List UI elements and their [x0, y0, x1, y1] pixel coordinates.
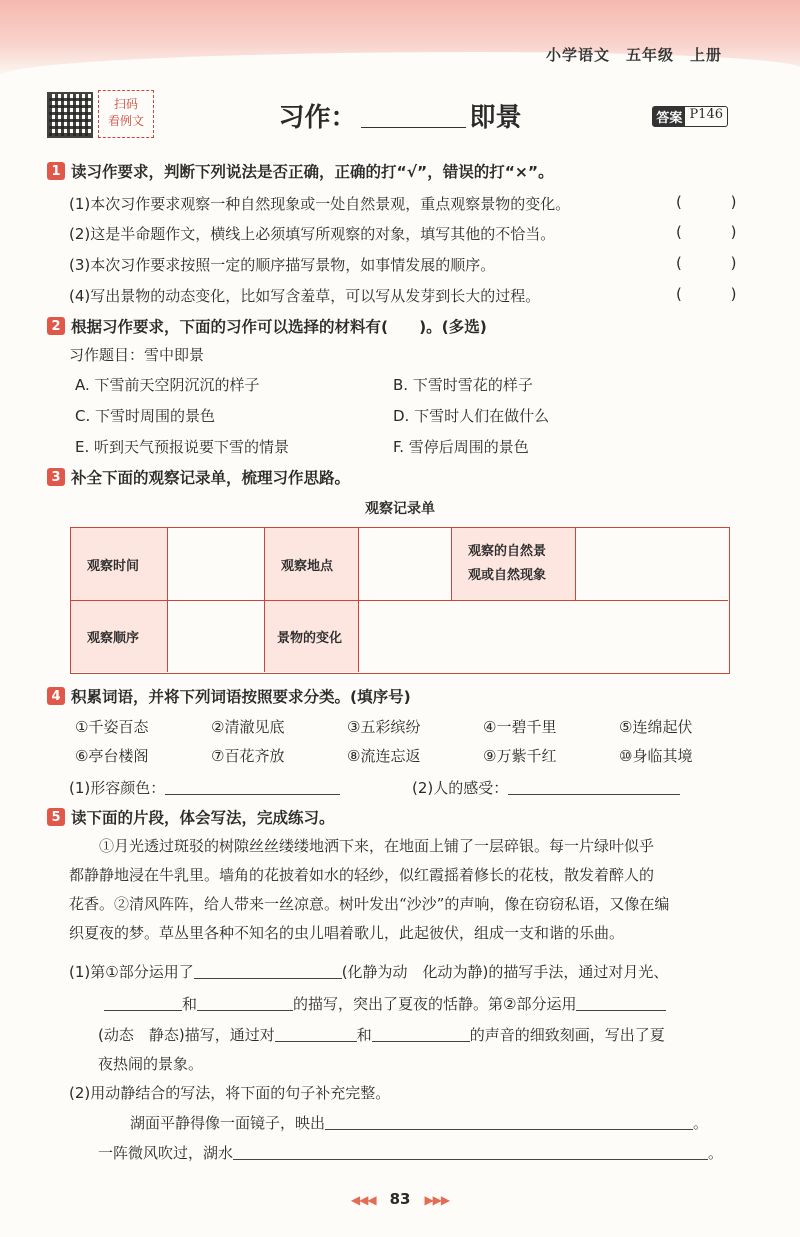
q4-sub2-blank[interactable] [508, 794, 680, 795]
q1-item-2: (2)这是半命题作文，横线上必须填写所观察的对象，填写其他的不恰当。 [69, 225, 556, 243]
page-number-value: 83 [389, 1190, 411, 1208]
running-header [530, 44, 722, 65]
word-9: ⑨万紫千红 [483, 747, 557, 765]
q2-number-badge: 2 [47, 317, 65, 335]
passage-line-3: 花香。②清风阵阵，给人带来一丝凉意。树叶发出“沙沙”的声响，像在窃窃私语，又像在编 [69, 895, 670, 913]
s1-blank-6[interactable] [372, 1041, 470, 1042]
q2-prompt: 根据习作要求，下面的习作可以选择的材料有( )。(多选) [71, 318, 487, 336]
title-blank[interactable] [361, 105, 466, 128]
s1-blank-4[interactable] [576, 1010, 666, 1011]
header-volume: 上册 [689, 46, 722, 64]
page-number [0, 1190, 800, 1208]
answer-badge[interactable] [652, 106, 728, 127]
q5-passage [69, 832, 734, 948]
order-label: 观察顺序 [87, 631, 140, 646]
s2-a: 湖面平静得像一面镜子，映出 [130, 1114, 326, 1132]
s1-f: 和 [356, 1026, 372, 1044]
word-10: ⑩身临其境 [619, 747, 693, 765]
title-suffix: 即景 [469, 103, 522, 133]
q1-item-3: (3)本次习作要求按照一定的顺序描写景物，如事情发展的顺序。 [69, 256, 496, 274]
word-6: ⑥亭台楼阁 [75, 747, 149, 765]
s2-blank-2[interactable] [233, 1159, 708, 1160]
q3-number-badge: 3 [47, 468, 65, 486]
cell-place-label [265, 528, 359, 601]
cell-place-input[interactable] [359, 528, 452, 601]
q3-heading [47, 466, 350, 488]
q2-option-e[interactable]: E. 听到天气预报说要下雪的情景 [75, 438, 290, 456]
observation-table [70, 527, 730, 674]
q4-sub1-label: (1)形容颜色： [69, 779, 166, 797]
word-5: ⑤连绵起伏 [619, 718, 693, 736]
cell-time-label [71, 528, 168, 601]
cell-change-input[interactable] [359, 601, 728, 672]
s1-blank-2[interactable] [104, 1010, 182, 1011]
q5-s1-line3 [98, 1024, 665, 1045]
object-label-2: 观或自然现象 [468, 568, 547, 583]
q5-number-badge: 5 [47, 808, 65, 826]
title-prefix: 习作： [278, 103, 357, 133]
q5-s1-line2 [104, 993, 666, 1014]
word-3: ③五彩缤纷 [347, 718, 421, 736]
s2-blank-1[interactable] [325, 1129, 693, 1130]
q2-option-f[interactable]: F. 雪停后周围的景色 [393, 438, 529, 456]
word-2: ②清澈见底 [211, 718, 285, 736]
q2-heading [47, 315, 487, 337]
q5-s2: (2)用动静结合的写法，将下面的句子补充完整。 [69, 1084, 391, 1102]
s1-blank-1[interactable] [194, 978, 342, 979]
q4-sub1-blank[interactable] [165, 794, 340, 795]
cell-change-label [265, 601, 359, 672]
word-7: ⑦百花齐放 [211, 747, 285, 765]
q4-number-badge: 4 [47, 687, 65, 705]
s1-a: (1)第①部分运用了 [69, 963, 194, 981]
s2-b: 一阵微风吹过，湖水 [98, 1144, 234, 1162]
q2-option-c[interactable]: C. 下雪时周围的景色 [75, 407, 216, 425]
cell-time-input[interactable] [168, 528, 265, 601]
place-label: 观察地点 [281, 558, 334, 574]
q1-answer-paren-4[interactable]: ( ) [676, 285, 759, 303]
s1-d: 的描写，突出了夏夜的恬静。第②部分运用 [293, 995, 577, 1013]
q1-answer-paren-2[interactable]: ( ) [676, 223, 759, 241]
table-title: 观察记录单 [365, 501, 435, 517]
q1-prompt: 读习作要求，判断下列说法是否正确，正确的打“√”，错误的打“×”。 [71, 163, 554, 181]
word-8: ⑧流连忘返 [347, 747, 421, 765]
q2-option-b[interactable]: B. 下雪时雪花的样子 [393, 376, 533, 394]
q1-number-badge: 1 [47, 162, 65, 180]
s2-end-2: 。 [708, 1144, 724, 1162]
q4-sub2 [412, 777, 680, 798]
s1-blank-5[interactable] [275, 1041, 357, 1042]
passage-line-1: ①月光透过斑驳的树隙丝丝缕缕地洒下来，在地面上铺了一层碎银。每一片绿叶似乎 [99, 837, 655, 855]
q2-option-a[interactable]: A. 下雪前天空阴沉沉的样子 [75, 376, 260, 394]
left-arrows-icon: ◀◀◀ [350, 1193, 376, 1207]
s1-b: (化静为动 化动为静)的描写手法，通过对月光、 [341, 963, 669, 981]
cell-order-label [71, 601, 168, 672]
object-label-1: 观察的自然景 [468, 544, 547, 559]
q5-s1-line1 [69, 961, 668, 982]
q3-prompt: 补全下面的观察记录单，梳理习作思路。 [71, 469, 351, 487]
q5-prompt: 读下面的片段，体会写法，完成练习。 [71, 809, 335, 827]
stamp-line1: 扫码 [113, 97, 138, 111]
passage-line-2: 都静静地浸在牛乳里。墙角的花披着如水的轻纱，似红霞摇着修长的花枝，散发着醉人的 [69, 866, 655, 884]
s2-end-1: 。 [693, 1114, 709, 1132]
right-arrows-icon: ▶▶▶ [424, 1193, 450, 1207]
q1-heading [47, 160, 554, 182]
q5-heading [47, 806, 335, 828]
q1-answer-paren-1[interactable]: ( ) [676, 193, 759, 211]
q4-heading [47, 685, 411, 707]
cell-object-label [452, 528, 576, 601]
word-1: ①千姿百态 [75, 718, 149, 736]
cell-object-input[interactable] [576, 528, 728, 601]
s1-c: 和 [182, 995, 198, 1013]
time-label: 观察时间 [87, 558, 140, 574]
cell-order-input[interactable] [168, 601, 265, 672]
header-grade: 五年级 [625, 46, 674, 64]
q2-topic: 习作题目：雪中即景 [69, 346, 205, 364]
s1-h: 夜热闹的景象。 [98, 1055, 204, 1073]
answer-page: P146 [689, 107, 723, 122]
q1-item-4: (4)写出景物的动态变化，比如写含羞草，可以写从发芽到长大的过程。 [69, 287, 541, 305]
stamp-line2: 看例文 [107, 114, 144, 128]
s1-e: (动态 静态)描写，通过对 [98, 1026, 275, 1044]
q5-s2-line2 [98, 1142, 723, 1163]
q4-sub2-label: (2)人的感受： [412, 779, 509, 797]
answer-label: 答案 [653, 107, 685, 126]
change-label: 景物的变化 [277, 631, 343, 646]
q4-sub1 [69, 777, 340, 798]
header-subject: 小学语文 [545, 46, 610, 64]
s1-g: 的声音的细致刻画，写出了夏 [469, 1026, 665, 1044]
q2-option-d[interactable]: D. 下雪时人们在做什么 [393, 407, 550, 425]
q5-s2-line1 [130, 1112, 708, 1133]
passage-line-4: 织夏夜的梦。草丛里各种不知名的虫儿唱着歌儿，此起彼伏，组成一支和谐的乐曲。 [69, 924, 625, 942]
s1-blank-3[interactable] [197, 1010, 293, 1011]
q1-answer-paren-3[interactable]: ( ) [676, 254, 759, 272]
q1-item-1: (1)本次习作要求观察一种自然现象或一处自然景观，重点观察景物的变化。 [69, 195, 571, 213]
q4-prompt: 积累词语，并将下列词语按照要求分类。(填序号) [71, 688, 411, 706]
word-4: ④一碧千里 [483, 718, 557, 736]
